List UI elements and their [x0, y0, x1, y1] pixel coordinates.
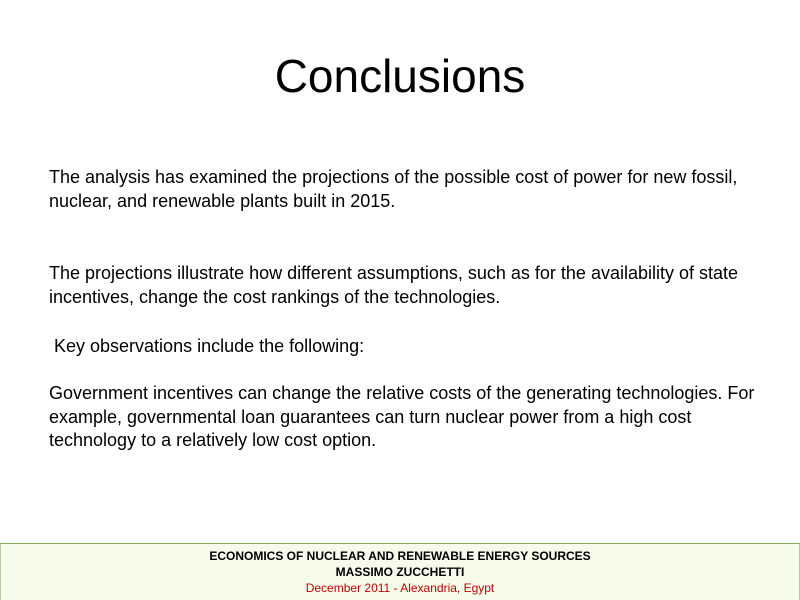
paragraph-analysis: The analysis has examined the projections of the possible cost of power for new fossil, nuclear, and renewable plants built in 2015.	[49, 167, 738, 211]
slide-title: Conclusions	[274, 50, 526, 102]
paragraph-projections: The projections illustrate how different assumptions, such as for the availability of state incentives, change the cost rankings of the technologies.	[49, 263, 739, 307]
footer-course-title: ECONOMICS OF NUCLEAR AND RENEWABLE ENERGY SOURCES	[209, 549, 591, 563]
footer-author: MASSIMO ZUCCHETTI	[335, 565, 465, 579]
paragraph-government-incentives: Government incentives can change the relative costs of the generating technologies. For example, governmental loan guarantees can turn nuclear power from a high cost technology to a relatively low cost option.	[49, 383, 755, 450]
footer-date-location: December 2011 - Alexandria, Egypt	[305, 581, 495, 595]
slide-footer	[0, 543, 800, 600]
paragraph-key-observations: Key observations include the following:	[49, 336, 365, 356]
